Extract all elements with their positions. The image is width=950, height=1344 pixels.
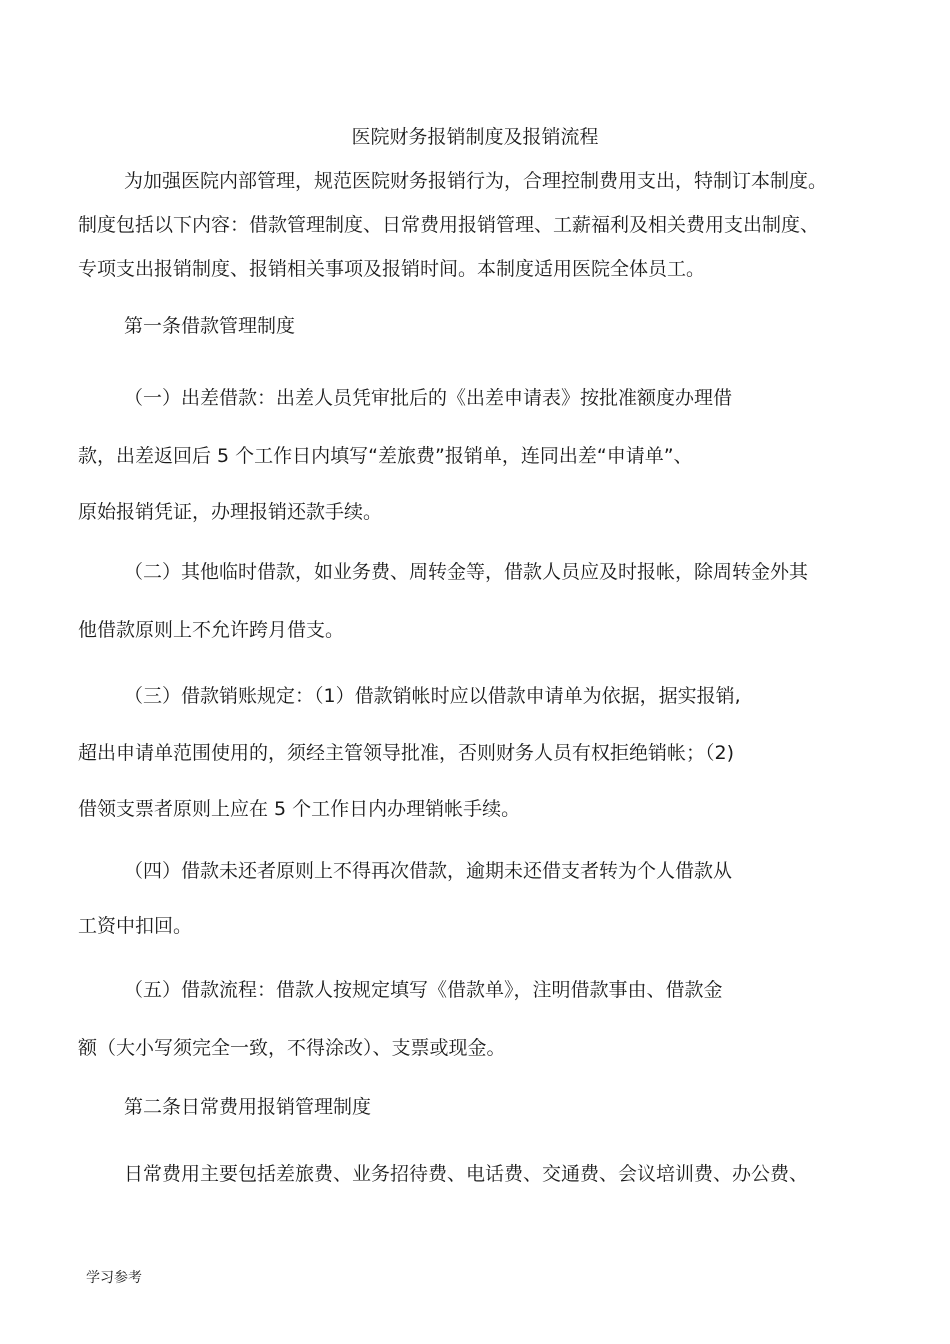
article-1-item-1-line-2: 款，出差返回后 5 个工作日内填写“差旅费”报销单，连同出差“申请单”、 xyxy=(78,445,693,467)
article-1-item-4-line-2: 工资中扣回。 xyxy=(78,915,193,937)
document-title: 医院财务报销制度及报销流程 xyxy=(351,126,599,148)
article-1-item-2-line-1: （二）其他临时借款，如业务费、周转金等，借款人员应及时报帐，除周转金外其 xyxy=(124,561,809,583)
article-2-line-1: 日常费用主要包括差旅费、业务招待费、电话费、交通费、会议培训费、办公费、 xyxy=(124,1163,809,1185)
article-1-heading: 第一条借款管理制度 xyxy=(124,315,296,337)
article-1-item-1-line-1: （一）出差借款：出差人员凭审批后的《出差申请表》按批准额度办理借 xyxy=(124,387,733,409)
article-1-item-5-line-1: （五）借款流程：借款人按规定填写《借款单》，注明借款事由、借款金 xyxy=(124,979,723,1001)
article-1-item-3-line-3: 借领支票者原则上应在 5 个工作日内办理销帐手续。 xyxy=(78,798,521,820)
article-1-item-5-line-2: 额（大小写须完全一致，不得涂改）、支票或现金。 xyxy=(78,1037,506,1059)
article-1-item-3-line-2: 超出申请单范围使用的，须经主管领导批准，否则财务人员有权拒绝销帐；（2) xyxy=(78,742,735,764)
footer-label: 学习参考 xyxy=(86,1270,142,1286)
article-2-heading: 第二条日常费用报销管理制度 xyxy=(124,1096,372,1118)
article-1-item-2-line-2: 他借款原则上不允许跨月借支。 xyxy=(78,619,345,641)
intro-line-2: 制度包括以下内容：借款管理制度、日常费用报销管理、工薪福利及相关费用支出制度、 xyxy=(78,214,820,236)
intro-line-3: 专项支出报销制度、报销相关事项及报销时间。本制度适用医院全体员工。 xyxy=(78,258,706,280)
intro-line-1: 为加强医院内部管理，规范医院财务报销行为，合理控制费用支出，特制订本制度。 xyxy=(124,170,828,192)
article-1-item-4-line-1: （四）借款未还者原则上不得再次借款，逾期未还借支者转为个人借款从 xyxy=(124,860,733,882)
article-1-item-3-line-1: （三）借款销账规定：（1）借款销帐时应以借款申请单为依据，据实报销, xyxy=(124,685,741,707)
article-1-item-1-line-3: 原始报销凭证，办理报销还款手续。 xyxy=(78,501,383,523)
